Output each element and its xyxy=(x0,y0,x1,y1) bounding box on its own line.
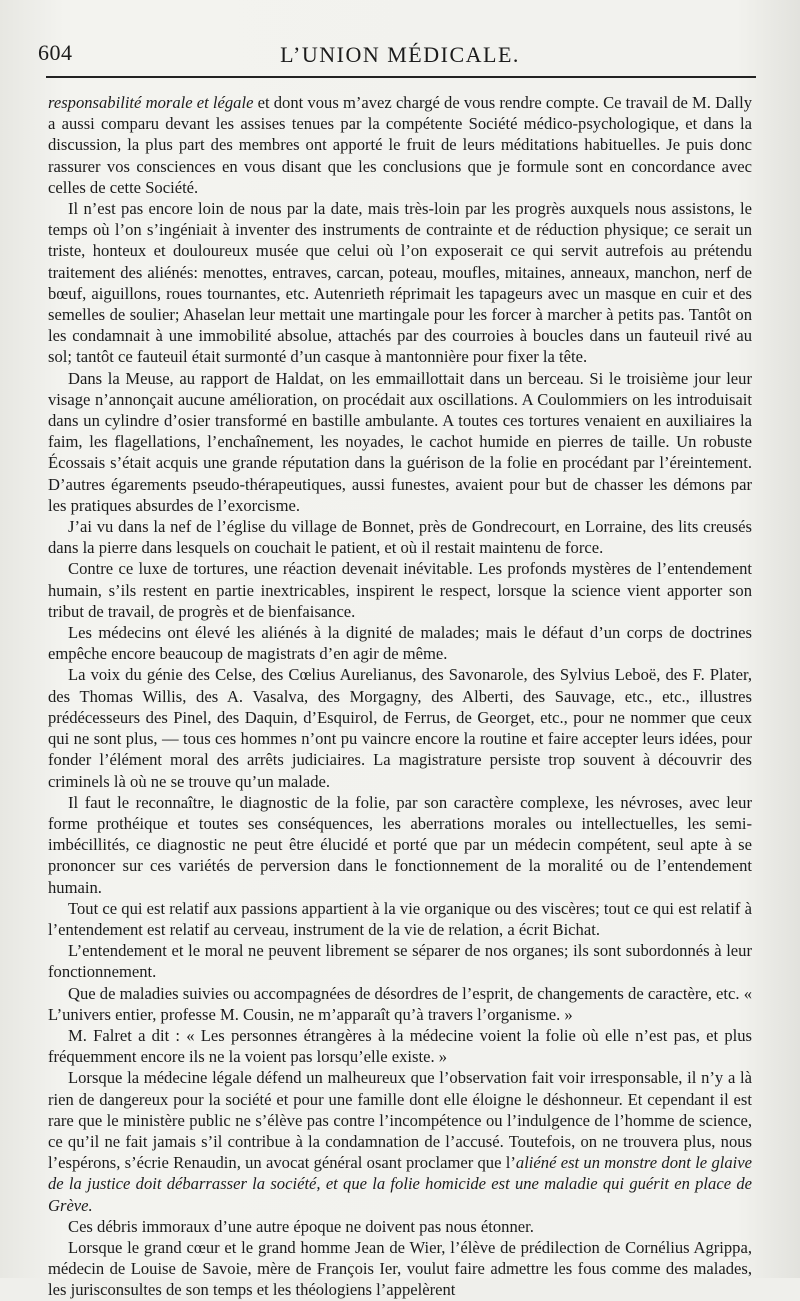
paragraph xyxy=(48,92,752,198)
paragraph: Il n’est pas encore loin de nous par la date, mais très-loin par les progrès auxquels nous assistons, le temps où l’on s’ingéniait à inventer des instruments de contrainte et de réduction physique; ce serait un triste, honteux et douloureux musée que celui où l’on exposerait ce qui servit autrefois au prétendu traitement des aliénés: menottes, entraves, carcan, poteau, moufles, mitaines, anneaux, manchon, nerf de bœuf, aiguillons, roues tournantes, etc. Autenrieth réprimait les tapageurs avec un masque en cuir et des semelles de soulier; Ahaselan leur mettait une martingale pour les forcer à marcher à petits pas. Tantôt on les condamnait à une immobilité absolue, attachés par des courroies à boucles dans un fauteuil rivé au sol; tantôt ce fauteuil était surmonté d’un casque à mantonnière pour fixer la tête. xyxy=(48,199,752,367)
paragraph: Que de maladies suivies ou accompagnées de désordres de l’esprit, de changements de caractère, etc. « L’univers entier, professe M. Cousin, ne m’apparaît qu’à travers l’organisme. » xyxy=(48,983,752,1024)
paragraph: Lorsque le grand cœur et le grand homme Jean de Wier, l’élève de prédilection de Cornélius Agrippa, médecin de Louise de Savoie, mère de François Ier, voulut faire admettre les fous comme des malades, les jurisconsultes de son temps et les théologiens l’appelèrent xyxy=(48,1237,752,1300)
paragraph: Il faut le reconnaître, le diagnostic de la folie, par son caractère complexe, les névroses, avec leur forme prothéique et toutes ses conséquences, les aberrations morales ou intellectuelles, les semi-imbécillités, ce diagnostic ne peut être élucidé et porté que par un médecin compétent, seul apte à se prononcer sur ces variétés de perversion dans le fonctionnement de la moralité ou de l’entendement humain. xyxy=(48,792,752,897)
paragraph: Contre ce luxe de tortures, une réaction devenait inévitable. Les profonds mystères de l’entendement humain, s’ils restent en partie inextricables, inspirent le respect, lorsque la science vient apporter son tribut de travail, de progrès et de bienfaisance. xyxy=(48,559,752,621)
paragraph: M. Falret a dit : « Les personnes étrangères à la médecine voient la folie où elle n’est pas, et plus fréquemment encore ils ne la voient pas lorsqu’elle existe. » xyxy=(48,1025,752,1067)
paragraph-text: Lorsque la médecine légale défend un malheureux que l’observation fait voir irresponsable, il n’y a là rien de dangereux pour la société et pour une famille dont elle éloigne le déshonneur. Et cependant il est rare que le ministère public ne s’élève pas contre l’incompétence ou l’indulgence de l’homme de science, ce qu’il ne fait jamais s’il contribue à la condamnation de l’accusé. Toutefois, on ne trouvera plus, nous l’espérons, s’écrie Renaudin, un avocat général osant proclamer que l’ xyxy=(48,1068,752,1173)
italic-phrase: aliéné est un monstre dont le glaive de la justice doit débarrasser la société, et que la folie homicide est une maladie qui guérit en place de Grève. xyxy=(48,1153,752,1215)
page-number: 604 xyxy=(38,40,73,65)
paragraph: Dans la Meuse, au rapport de Haldat, on les emmaillottait dans un berceau. Si le troisième jour leur visage n’annonçait aucune amélioration, on procédait aux oscillations. A Coulommiers on les introduisait dans un cylindre d’osier transformé en bastille ambulante. A toutes ces tortures venaient en auxiliaires la faim, les flagellations, l’enchaînement, les noyades, le cachot humide en pierres de taille. Un robuste Écossais s’était acquis une grande réputation dans la guérison de la folie en procédant par l’éreintement. D’autres égarements pseudo-thérapeutiques, aussi funestes, avaient pour but de chasser les démons par les pratiques absurdes de l’exorcisme. xyxy=(48,368,752,515)
italic-phrase: responsabilité morale et légale xyxy=(48,93,254,112)
body-text xyxy=(48,92,752,1301)
paragraph-text: et dont vous m’avez chargé de vous rendre compte. Ce travail de M. Dally a aussi comparu devant les assises tenues par la compétente Société médico-psychologique, et dans la discussion, la plus part des membres ont apporté le fruit de leurs méditations habituelles. Je puis donc rassurer vos consciences en vous disant que les conclusions que je formule sont en concordance avec celles de cette Société. xyxy=(48,93,752,197)
paragraph: L’entendement et le moral ne peuvent librement se séparer de nos organes; ils sont subordonnés à leur fonctionnement. xyxy=(48,941,752,982)
paragraph: La voix du génie des Celse, des Cœlius Aurelianus, des Savonarole, des Sylvius Leboë, des F. Plater, des Thomas Willis, des A. Vasalva, des Morgagny, des Alberti, des Sauvage, etc., etc., illustres prédécesseurs des Pinel, des Daquin, d’Esquirol, de Ferrus, de Georget, etc., pour ne nommer que ceux qui ne sont plus, — tous ces hommes n’ont pu vaincre encore la routine et faire accepter leurs idées, pour fonder l’élément moral des arrêts judiciaires. La magistrature persiste trop souvent à découvrir des criminels là où ne se trouve qu’un malade. xyxy=(48,665,752,791)
paragraph: J’ai vu dans la nef de l’église du village de Bonnet, près de Gondrecourt, en Lorraine, des lits creusés dans la pierre dans lesquels on couchait le patient, et où il restait maintenu de force. xyxy=(48,517,752,558)
paragraph: Tout ce qui est relatif aux passions appartient à la vie organique ou des viscères; tout ce qui est relatif à l’entendement est relatif au cerveau, instrument de la vie de relation, a écrit Bichat. xyxy=(48,898,752,939)
header-rule xyxy=(46,76,756,78)
paragraph: Ces débris immoraux d’une autre époque ne doivent pas nous étonner. xyxy=(68,1216,534,1236)
paragraph: Les médecins ont élevé les aliénés à la dignité de malades; mais le défaut d’un corps de doctrines empêche encore beaucoup de magistrats d’en agir de même. xyxy=(48,623,752,664)
paragraph xyxy=(48,1067,752,1215)
page-header xyxy=(38,40,752,68)
running-head: L’UNION MÉDICALE. xyxy=(280,42,520,67)
